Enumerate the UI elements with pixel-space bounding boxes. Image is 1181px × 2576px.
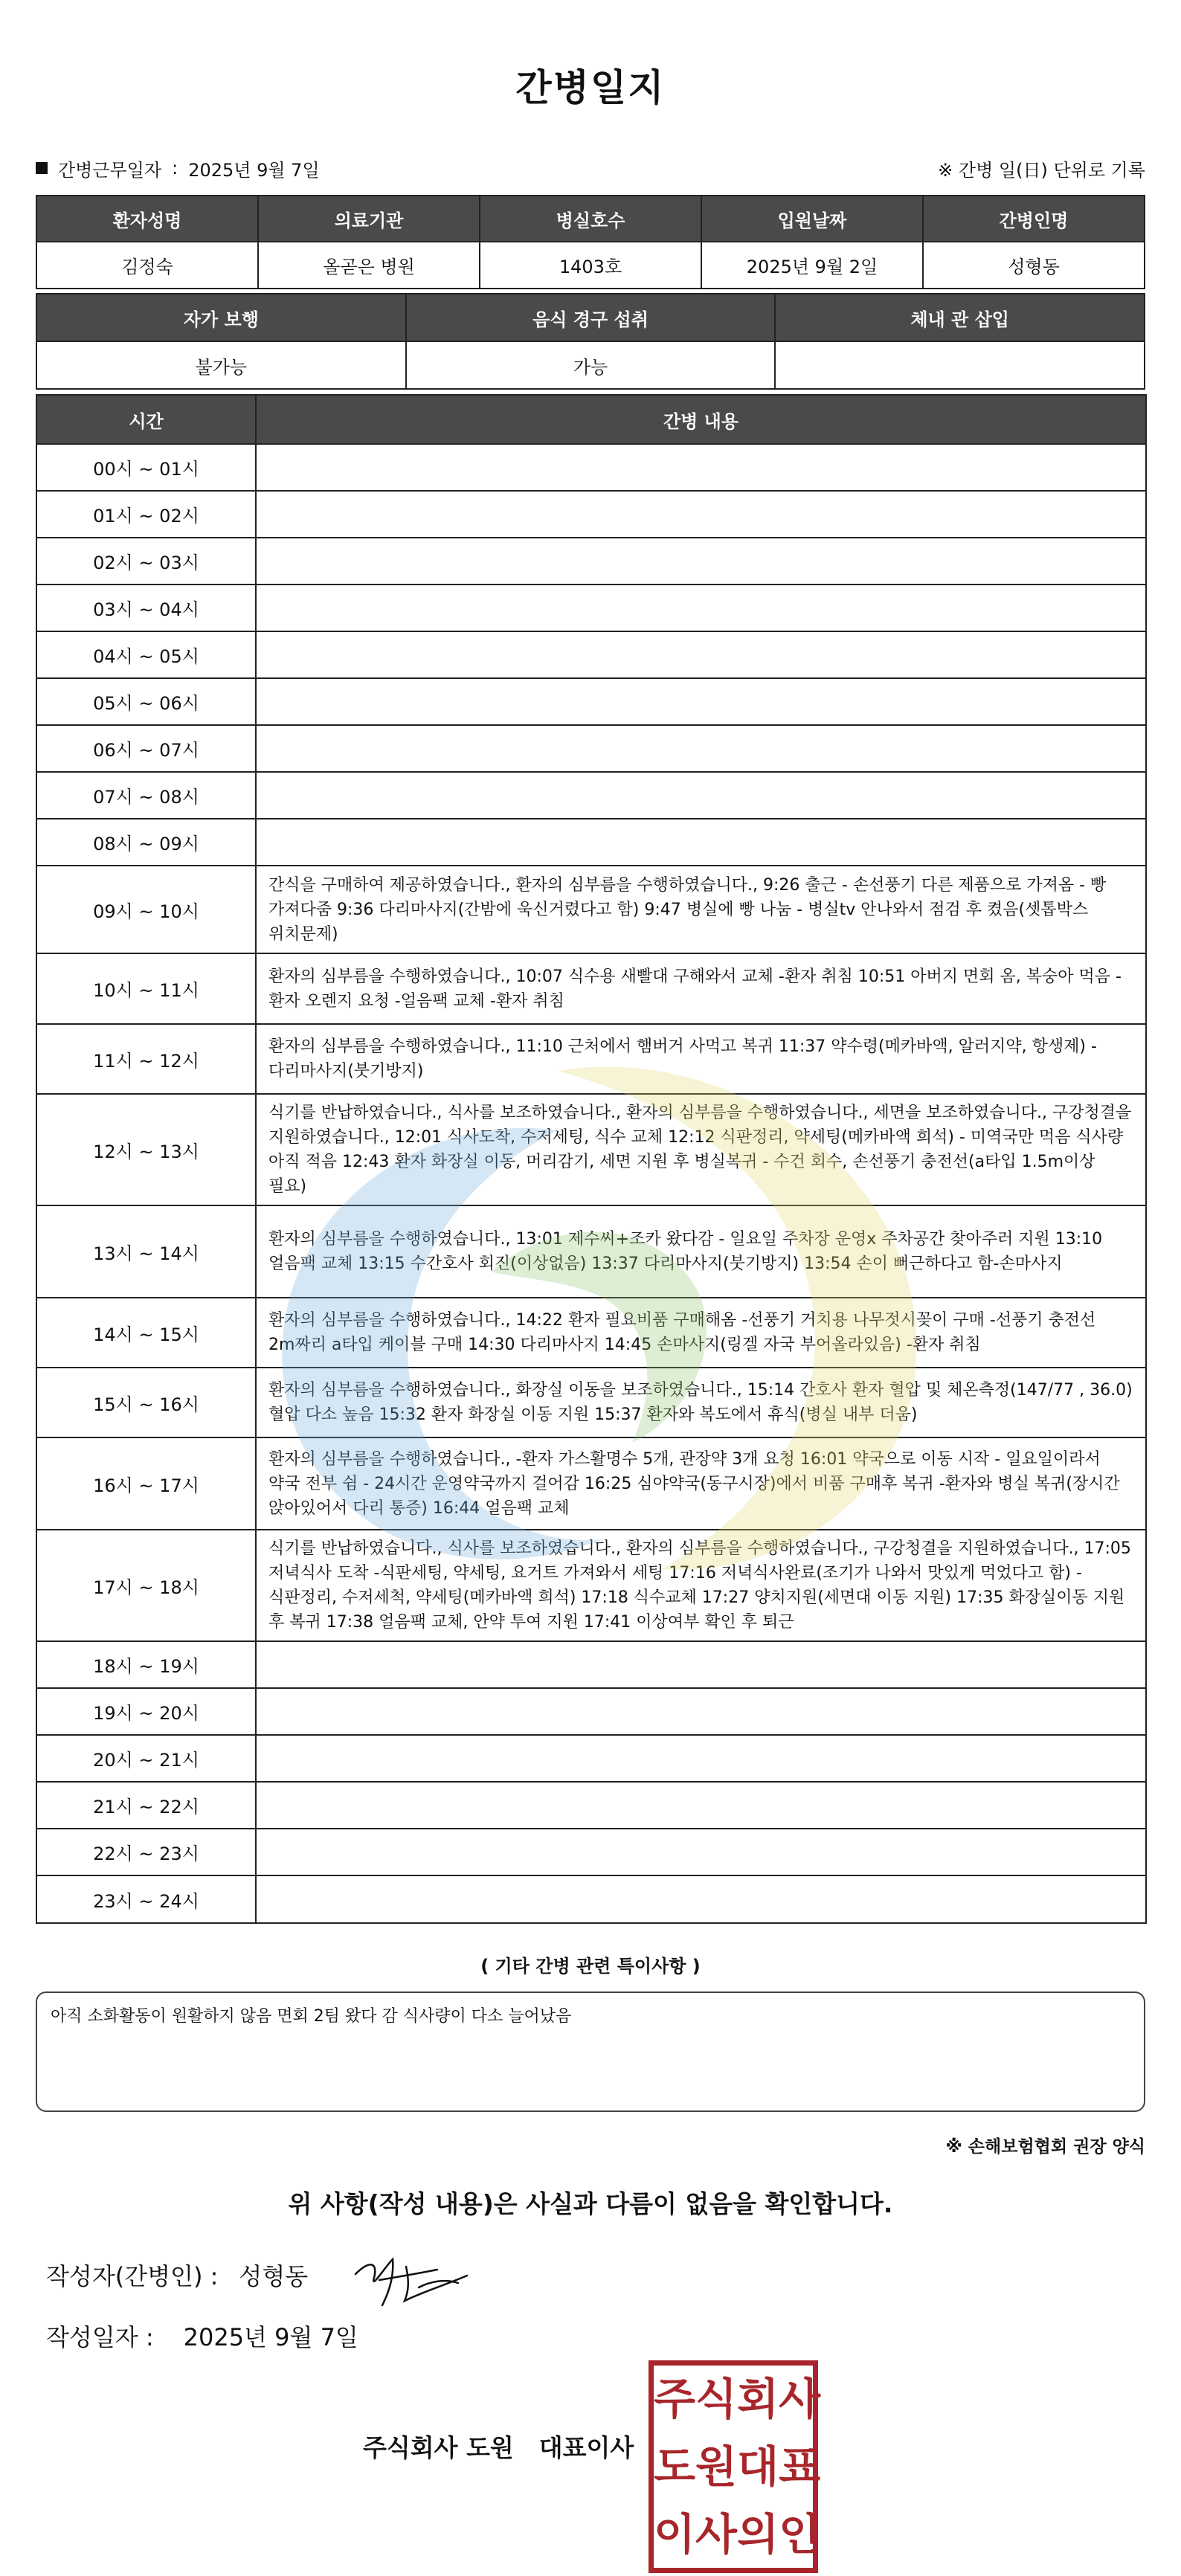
schedule-row xyxy=(36,1024,1146,1094)
schedule-content-cell: 환자의 심부름을 수행하였습니다., 11:10 근처에서 햄버거 사먹고 복귀 11:37 약수령(메카바액, 알러지약, 항생제) - 다리마사지(붓기방지) xyxy=(256,1024,1146,1094)
schedule-body xyxy=(36,444,1146,1923)
record-unit-note: ※ 간병 일(日) 단위로 기록 xyxy=(938,159,1145,181)
schedule-content-cell xyxy=(256,1829,1146,1875)
seal-glyph: 대 xyxy=(737,2441,779,2492)
schedule-content-cell xyxy=(256,819,1146,866)
schedule-time-cell: 22시 ~ 23시 xyxy=(36,1829,256,1875)
header-care-content: 간병 내용 xyxy=(256,395,1146,444)
oral-intake-value: 가능 xyxy=(406,341,776,389)
schedule-row xyxy=(36,1298,1146,1368)
confirmation-statement: 위 사항(작성 내용)은 사실과 다름이 없음을 확인합니다. xyxy=(288,2189,893,2218)
company-signature-line xyxy=(363,2429,634,2464)
schedule-content-cell xyxy=(256,772,1146,819)
schedule-row xyxy=(36,1530,1146,1641)
schedule-content-cell xyxy=(256,1782,1146,1829)
header-room-number: 병실호수 xyxy=(480,196,701,242)
schedule-time-cell: 03시 ~ 04시 xyxy=(36,585,256,631)
self-walking-value: 불가능 xyxy=(36,341,406,389)
schedule-row xyxy=(36,491,1146,538)
schedule-row xyxy=(36,1875,1146,1923)
schedule-time-cell: 07시 ~ 08시 xyxy=(36,772,256,819)
schedule-time-cell: 13시 ~ 14시 xyxy=(36,1205,256,1298)
signature-image xyxy=(341,2244,474,2311)
schedule-header-row xyxy=(36,395,1146,444)
company-title: 대표이사 xyxy=(538,2433,634,2462)
schedule-row xyxy=(36,1735,1146,1782)
writer-row xyxy=(46,2258,308,2292)
seal-glyph: 인 xyxy=(779,2508,821,2560)
schedule-content-cell xyxy=(256,725,1146,772)
schedule-row xyxy=(36,1829,1146,1875)
schedule-time-cell: 20시 ~ 21시 xyxy=(36,1735,256,1782)
notes-text: 아직 소화활동이 원활하지 않음 면회 2팀 왔다 감 식사량이 다소 늘어났음 xyxy=(51,2007,572,2026)
writer-label: 작성자(간병인) : xyxy=(46,2262,219,2290)
schedule-time-cell: 12시 ~ 13시 xyxy=(36,1094,256,1205)
work-date-value: 2025년 9월 7일 xyxy=(188,159,320,181)
seal-glyph: 주 xyxy=(654,2374,696,2425)
schedule-row xyxy=(36,444,1146,491)
schedule-content-cell xyxy=(256,678,1146,725)
schedule-time-cell: 21시 ~ 22시 xyxy=(36,1782,256,1829)
status-header-row xyxy=(36,294,1145,341)
header-caregiver-name: 간병인명 xyxy=(923,196,1145,242)
schedule-time-cell: 00시 ~ 01시 xyxy=(36,444,256,491)
schedule-row xyxy=(36,538,1146,585)
admission-date-value: 2025년 9월 2일 xyxy=(701,242,923,289)
written-date-value: 2025년 9월 7일 xyxy=(183,2323,358,2351)
schedule-content-cell: 식기를 반납하였습니다., 식사를 보조하였습니다., 환자의 심부름을 수행하였습니다., 구강청결을 지원하였습니다., 17:05 저녁식사 도착 -식판세팅, 약세팅, 요거트 가져와서 세팅 17:16 저녁식사완료(조기가 나와서 맛있게 먹었다고 함) - 식판정리, 수저세척, 약세팅(메카바액 희석) 17:18 식수교체 17:27 양치지원(세면대 이동 지원) 17:35 화장실이동 지원 후 복귀 17:38 얼음팩 교체, 안약 투여 지원 17:41 이상여부 확인 후 퇴근 xyxy=(256,1530,1146,1641)
schedule-time-cell: 08시 ~ 09시 xyxy=(36,819,256,866)
schedule-row xyxy=(36,1094,1146,1205)
header-self-walking: 자가 보행 xyxy=(36,294,406,341)
patient-status-table xyxy=(36,293,1145,390)
schedule-content-cell: 식기를 반납하였습니다., 식사를 보조하였습니다., 환자의 심부름을 수행하였습니다., 세면을 보조하였습니다., 구강청결을 지원하였습니다., 12:01 식사도착, 수저세팅, 식수 교체 12:12 식판정리, 약세팅(메카바액 희석) - 미역국만 먹음 식사량 아직 적음 12:43 환자 화장실 이동, 머리감기, 세면 지원 후 병실복귀 - 수건 회수, 손선풍기 충전선(a타입 1.5m이상 필요) xyxy=(256,1094,1146,1205)
header-hospital: 의료기관 xyxy=(258,196,480,242)
notes-title: ( 기타 간병 관련 특이사항 ) xyxy=(480,1956,701,1977)
seal-glyph: 도 xyxy=(654,2441,696,2492)
schedule-row xyxy=(36,953,1146,1024)
company-name: 주식회사 도원 xyxy=(363,2433,514,2462)
written-date-label: 작성일자 : xyxy=(46,2323,154,2351)
schedule-time-cell: 17시 ~ 18시 xyxy=(36,1530,256,1641)
schedule-content-cell xyxy=(256,491,1146,538)
room-number-value: 1403호 xyxy=(480,242,701,289)
schedule-time-cell: 23시 ~ 24시 xyxy=(36,1875,256,1923)
schedule-time-cell: 04시 ~ 05시 xyxy=(36,631,256,678)
header-tube-insertion: 체내 관 삽입 xyxy=(775,294,1145,341)
schedule-time-cell: 06시 ~ 07시 xyxy=(36,725,256,772)
schedule-content-cell: 환자의 심부름을 수행하였습니다., 13:01 제수씨+조카 왔다감 - 일요일 주차장 운영x 주차공간 찾아주러 지원 13:10 얼음팩 교체 13:15 수간호사 회진(이상없음) 13:37 다리마사지(붓기방지) 13:54 손이 뻐근하다고 함-손마사지 xyxy=(256,1205,1146,1298)
care-schedule-table xyxy=(36,394,1147,1924)
schedule-row xyxy=(36,678,1146,725)
patient-info-table xyxy=(36,195,1145,289)
schedule-row xyxy=(36,772,1146,819)
schedule-content-cell xyxy=(256,444,1146,491)
schedule-content-cell xyxy=(256,585,1146,631)
seal-glyph: 표 xyxy=(779,2441,821,2492)
schedule-time-cell: 05시 ~ 06시 xyxy=(36,678,256,725)
recommendation-note: ※ 손해보험협회 권장 양식 xyxy=(945,2137,1145,2157)
header-patient-name: 환자성명 xyxy=(36,196,258,242)
schedule-content-cell xyxy=(256,1688,1146,1735)
seal-glyph: 원 xyxy=(695,2441,738,2492)
schedule-content-cell: 환자의 심부름을 수행하였습니다., 10:07 식수용 새빨대 구해와서 교체 -환자 취침 10:51 아버지 면회 옴, 복숭아 먹음 -환자 오렌지 요청 -얼음팩 교체 -환자 취침 xyxy=(256,953,1146,1024)
schedule-time-cell: 16시 ~ 17시 xyxy=(36,1437,256,1530)
status-value-row xyxy=(36,341,1145,389)
meta-row xyxy=(36,153,1145,183)
schedule-content-cell xyxy=(256,1875,1146,1923)
schedule-row xyxy=(36,1368,1146,1437)
schedule-content-cell xyxy=(256,538,1146,585)
written-date-row xyxy=(46,2319,358,2353)
header-time: 시간 xyxy=(36,395,256,444)
caregiver-name-value: 성형동 xyxy=(923,242,1145,289)
schedule-content-cell: 환자의 심부름을 수행하였습니다., 14:22 환자 필요비품 구매해옴 -선풍기 거치용 나무젓시꽂이 구매 -선풍기 충전선 2m짜리 a타입 케이블 구매 14:30 다리마사지 14:45 손마사지(링겔 자국 부어올라있음) -환자 취침 xyxy=(256,1298,1146,1368)
schedule-row xyxy=(36,1688,1146,1735)
seal-glyph: 사 xyxy=(779,2374,821,2425)
schedule-row xyxy=(36,585,1146,631)
schedule-row xyxy=(36,725,1146,772)
schedule-content-cell: 환자의 심부름을 수행하였습니다., -환자 가스활명수 5개, 관장약 3개 요청 16:01 약국으로 이동 시작 - 일요일이라서 약국 전부 쉼 - 24시간 운영약국까지 걸어감 16:25 심야약국(동구시장)에서 비품 구매후 복귀 -환자와 병실 복귀(장시간 앉아있어서 다리 통증) 16:44 얼음팩 교체 xyxy=(256,1437,1146,1530)
schedule-time-cell: 15시 ~ 16시 xyxy=(36,1368,256,1437)
square-bullet-icon xyxy=(36,162,48,174)
seal-glyph: 사 xyxy=(695,2508,738,2560)
tube-insertion-value xyxy=(775,341,1145,389)
schedule-time-cell: 14시 ~ 15시 xyxy=(36,1298,256,1368)
schedule-content-cell: 간식을 구매하여 제공하였습니다., 환자의 심부름을 수행하였습니다., 9:26 출근 - 손선풍기 다른 제품으로 가져옴 - 빵 가져다줌 9:36 다리마사지(간밤에 욱신거렸다고 함) 9:47 병실에 빵 나눔 - 병실tv 안나와서 점검 후 켰음(셋톱박스 위치문제) xyxy=(256,866,1146,953)
schedule-row xyxy=(36,1205,1146,1298)
schedule-time-cell: 01시 ~ 02시 xyxy=(36,491,256,538)
header-admission-date: 입원날짜 xyxy=(701,196,923,242)
company-seal xyxy=(649,2360,821,2573)
schedule-content-cell xyxy=(256,631,1146,678)
schedule-content-cell xyxy=(256,1641,1146,1688)
schedule-row xyxy=(36,866,1146,953)
work-date-group xyxy=(36,155,320,181)
work-date-separator: : xyxy=(172,158,178,178)
patient-name-value: 김정숙 xyxy=(36,242,258,289)
page-title: 간병일지 xyxy=(515,66,666,109)
info-header-row xyxy=(36,196,1145,242)
seal-glyph: 회 xyxy=(737,2374,779,2425)
info-value-row xyxy=(36,242,1145,289)
schedule-time-cell: 11시 ~ 12시 xyxy=(36,1024,256,1094)
header-oral-intake: 음식 경구 섭취 xyxy=(406,294,776,341)
schedule-time-cell: 02시 ~ 03시 xyxy=(36,538,256,585)
schedule-row xyxy=(36,819,1146,866)
schedule-time-cell: 09시 ~ 10시 xyxy=(36,866,256,953)
writer-name: 성형동 xyxy=(239,2262,309,2290)
schedule-time-cell: 10시 ~ 11시 xyxy=(36,953,256,1024)
schedule-time-cell: 18시 ~ 19시 xyxy=(36,1641,256,1688)
schedule-row xyxy=(36,1641,1146,1688)
seal-glyph: 식 xyxy=(695,2374,738,2425)
work-date-label: 간병근무일자 xyxy=(58,159,162,181)
schedule-time-cell: 19시 ~ 20시 xyxy=(36,1688,256,1735)
notes-box xyxy=(36,1991,1145,2112)
schedule-row xyxy=(36,1437,1146,1530)
schedule-row xyxy=(36,631,1146,678)
schedule-content-cell xyxy=(256,1735,1146,1782)
hospital-value: 올곧은 병원 xyxy=(258,242,480,289)
schedule-row xyxy=(36,1782,1146,1829)
seal-glyph: 의 xyxy=(737,2508,779,2560)
schedule-content-cell: 환자의 심부름을 수행하였습니다., 화장실 이동을 보조하였습니다., 15:14 간호사 환자 혈압 및 체온측정(147/77 , 36.0) 혈압 다소 높음 15:32 환자 화장실 이동 지원 15:37 환자와 복도에서 휴식(병실 내부 더움) xyxy=(256,1368,1146,1437)
seal-glyph: 이 xyxy=(654,2508,696,2560)
